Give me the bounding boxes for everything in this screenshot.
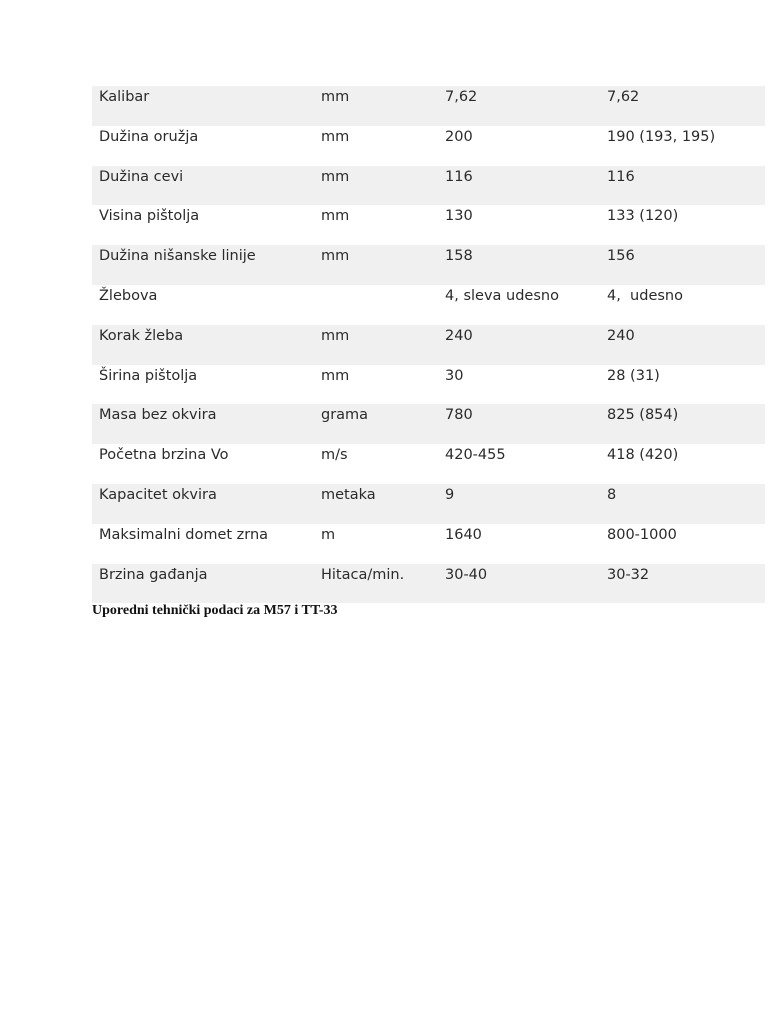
table-row	[92, 285, 765, 325]
table-row	[92, 365, 765, 405]
tt33-value-cell: 156	[607, 248, 635, 265]
m57-value-cell: 9	[445, 486, 455, 503]
tt33-value-cell: 418 (420)	[607, 447, 679, 464]
table-row	[92, 404, 765, 444]
param-cell: Žlebova	[99, 287, 158, 304]
table-row	[92, 245, 765, 285]
tt33-value-cell: 190 (193, 195)	[607, 128, 716, 145]
m57-value-cell: 200	[445, 128, 473, 145]
param-cell: Masa bez okvira	[99, 407, 217, 424]
param-cell: Kalibar	[99, 89, 150, 105]
tt33-value-cell: 4, udesno	[607, 287, 683, 304]
param-cell: Maksimalni domet zrna	[99, 526, 269, 543]
tt33-value-cell: 116	[607, 168, 635, 185]
param-cell: Korak žleba	[99, 327, 184, 344]
tt33-value-cell: 8	[607, 486, 617, 503]
tt33-value-cell: 28 (31)	[607, 367, 660, 384]
tt33-value-cell: 133 (120)	[607, 208, 679, 225]
param-cell: Dužina cevi	[99, 168, 184, 185]
param-cell: Dužina nišanske linije	[99, 248, 256, 265]
unit-cell: grama	[321, 407, 369, 424]
unit-cell: Hitaca/min.	[321, 566, 405, 583]
unit-cell: mm	[321, 89, 350, 105]
param-cell: Početna brzina Vo	[99, 447, 229, 464]
unit-cell: mm	[321, 327, 350, 344]
param-cell: Brzina gađanja	[99, 566, 208, 583]
table-row	[92, 325, 765, 365]
spec-table	[92, 86, 765, 603]
unit-cell: m/s	[321, 447, 348, 464]
table-row	[92, 166, 765, 206]
m57-value-cell: 116	[445, 168, 473, 185]
m57-value-cell: 158	[445, 248, 473, 265]
m57-value-cell: 30	[445, 367, 464, 384]
m57-value-cell: 420-455	[445, 447, 506, 464]
table-row	[92, 126, 765, 166]
m57-value-cell: 240	[445, 327, 473, 344]
m57-value-cell: 130	[445, 208, 473, 225]
param-cell: Širina pištolja	[99, 367, 198, 384]
m57-value-cell: 1640	[445, 526, 482, 543]
param-cell: Kapacitet okvira	[99, 486, 217, 503]
table-row	[92, 86, 765, 126]
param-cell: Visina pištolja	[99, 208, 200, 225]
m57-value-cell: 4, sleva udesno	[445, 287, 559, 304]
table-row	[92, 205, 765, 245]
m57-value-cell: 7,62	[445, 89, 478, 105]
unit-cell: mm	[321, 168, 350, 185]
tt33-value-cell: 7,62	[607, 89, 640, 105]
tt33-value-cell: 825 (854)	[607, 407, 679, 424]
m57-value-cell: 30-40	[445, 566, 488, 583]
table-row	[92, 524, 765, 564]
tt33-value-cell: 800-1000	[607, 526, 677, 543]
unit-cell: m	[321, 526, 336, 543]
tt33-value-cell: 240	[607, 327, 635, 344]
unit-cell: mm	[321, 208, 350, 225]
unit-cell: mm	[321, 248, 350, 265]
table-row	[92, 564, 765, 604]
unit-cell: mm	[321, 128, 350, 145]
param-cell: Dužina oružja	[99, 128, 199, 145]
table-caption: Uporedni tehnički podaci za M57 i TT-33	[92, 603, 338, 618]
unit-cell	[321, 288, 445, 325]
table-row	[92, 444, 765, 484]
tt33-value-cell: 30-32	[607, 566, 650, 583]
unit-cell: metaka	[321, 486, 376, 503]
m57-value-cell: 780	[445, 407, 473, 424]
table-row	[92, 484, 765, 524]
unit-cell: mm	[321, 367, 350, 384]
